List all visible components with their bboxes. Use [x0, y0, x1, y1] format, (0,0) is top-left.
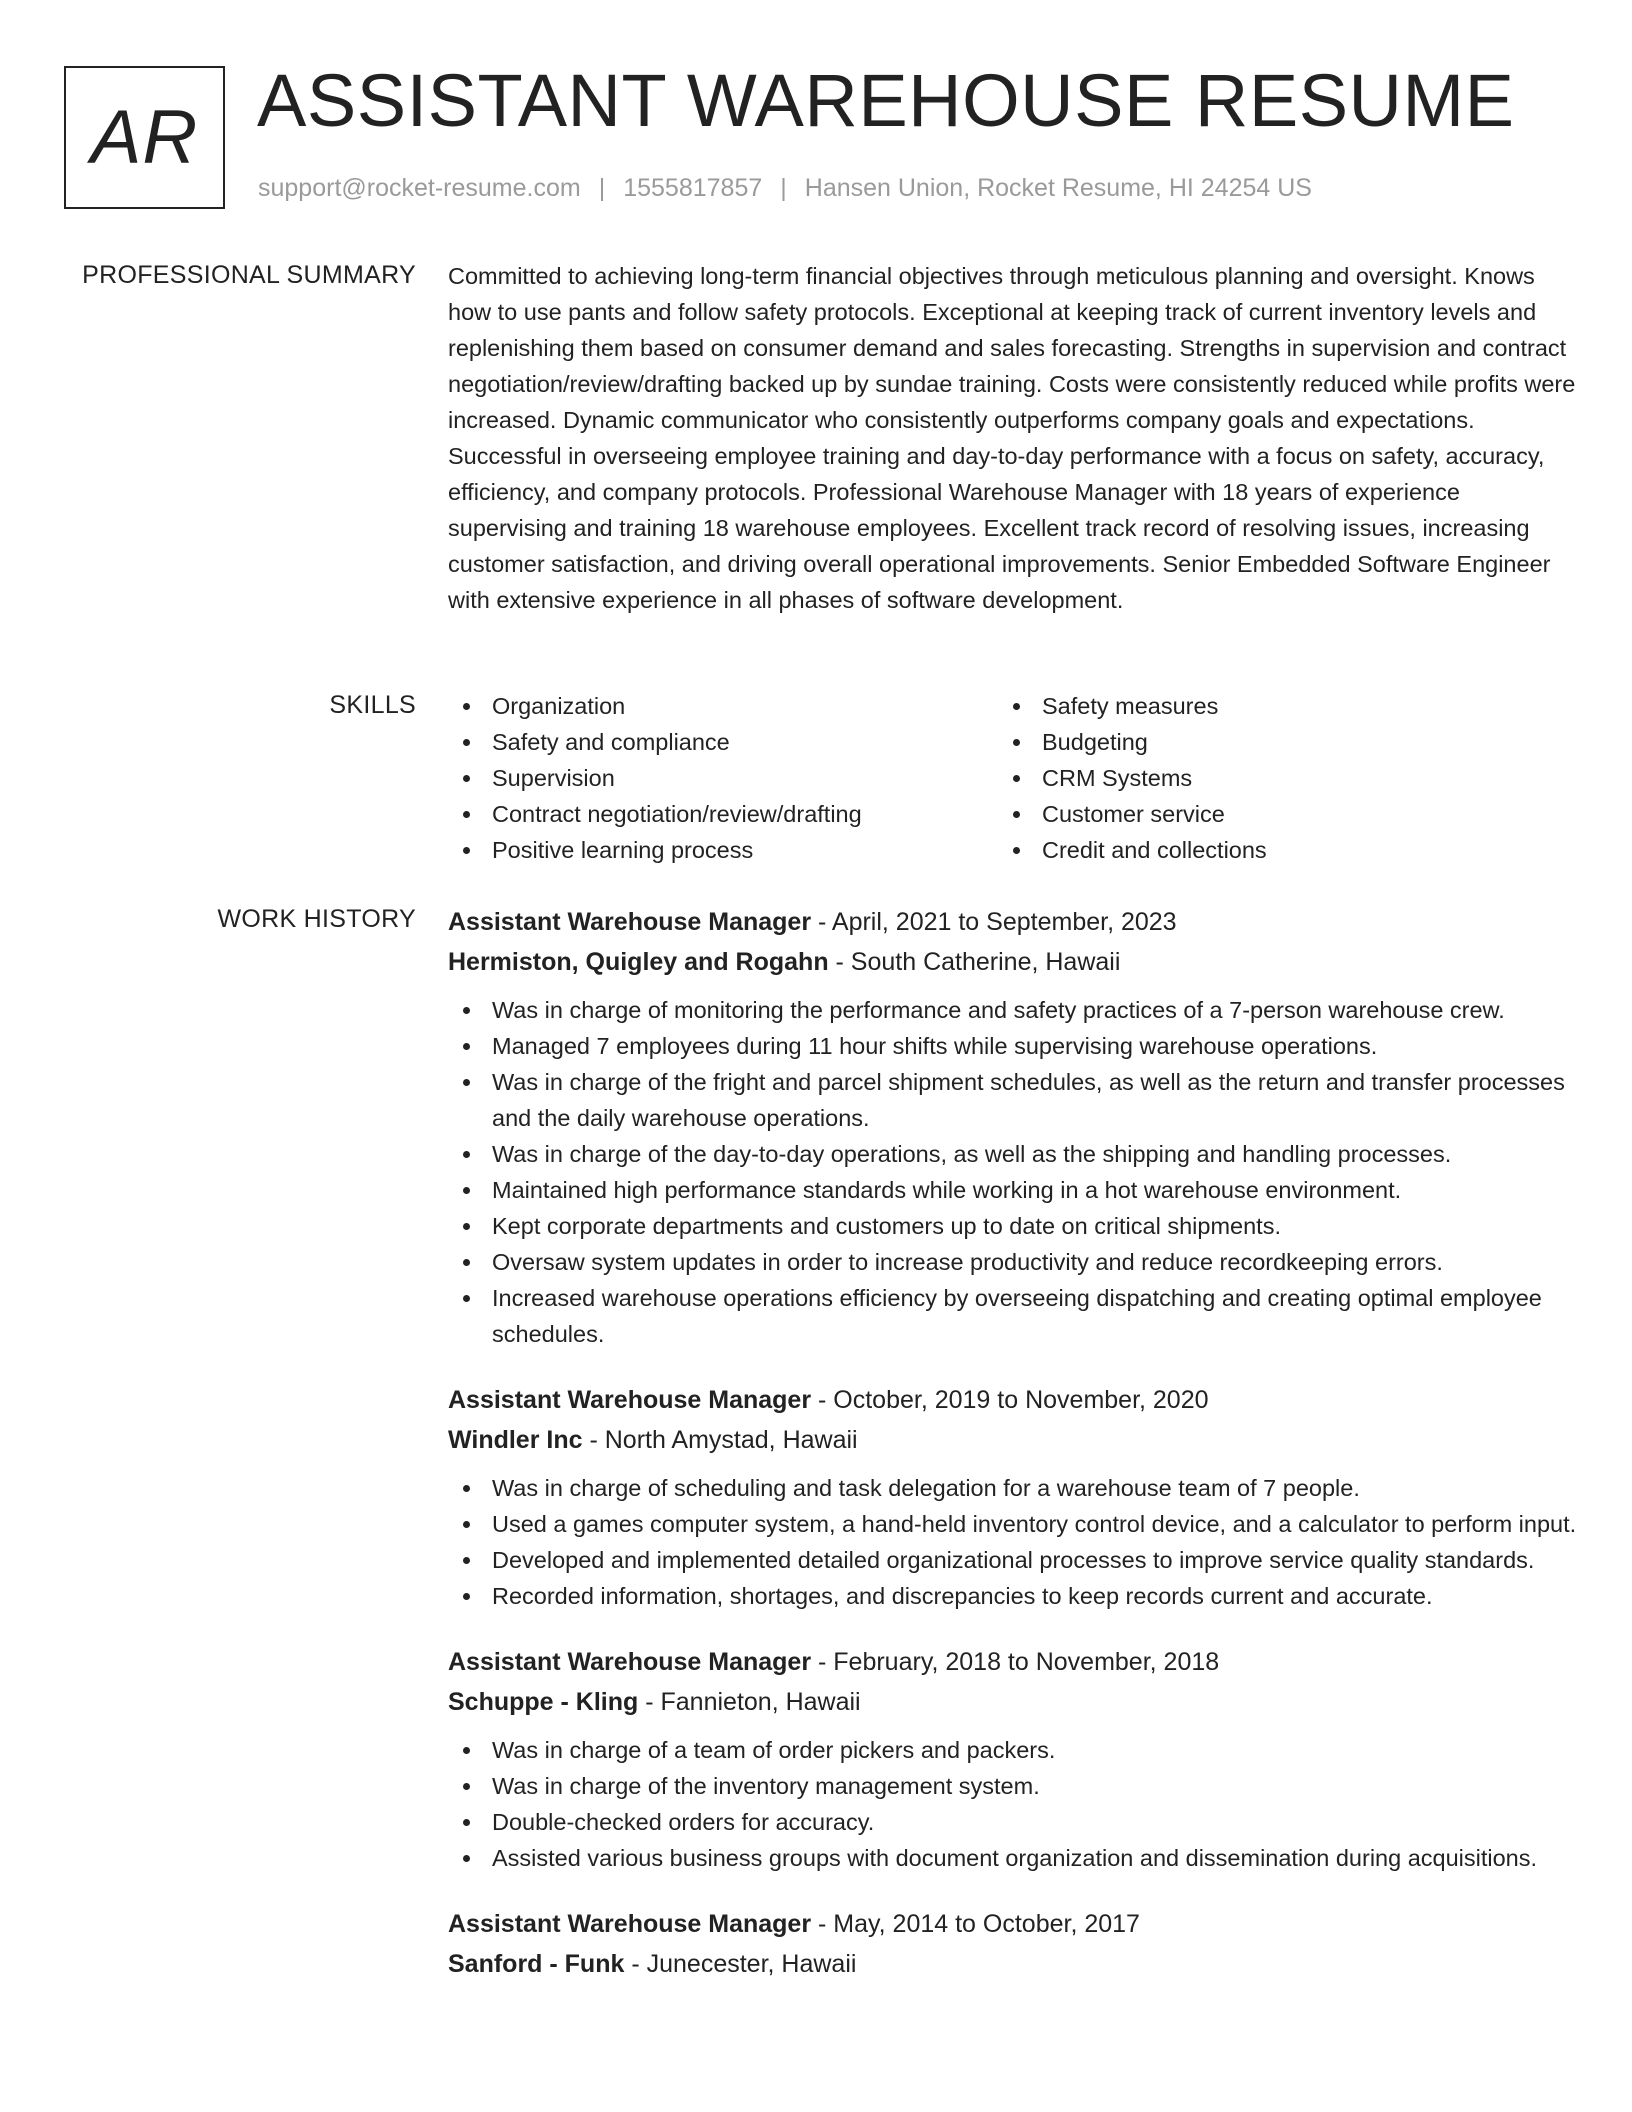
resume-header — [64, 59, 1584, 210]
job-bullet: Was in charge of monitoring the performance and safety practices of a 7-person warehouse crew. — [448, 992, 1584, 1028]
skills-list-right — [998, 688, 1548, 868]
job-company-line — [448, 942, 1584, 982]
job-bullets — [448, 992, 1584, 1352]
job-dates: - October, 2019 to November, 2020 — [811, 1386, 1209, 1414]
job-dates: - February, 2018 to November, 2018 — [811, 1648, 1220, 1676]
skill-item: Contract negotiation/review/drafting — [448, 796, 998, 832]
skills-label: SKILLS — [329, 691, 416, 719]
job-entry — [448, 1380, 1584, 1614]
contact-separator: | — [780, 174, 787, 202]
job-bullet: Used a games computer system, a hand-held inventory control device, and a calculator to perform input. — [448, 1506, 1584, 1542]
contact-separator: | — [598, 174, 606, 202]
job-title: Assistant Warehouse Manager — [448, 908, 812, 936]
skill-item: Positive learning process — [448, 832, 998, 868]
job-bullet: Double-checked orders for accuracy. — [448, 1804, 1584, 1840]
job-bullet: Was in charge of the day-to-day operations, as well as the shipping and handling processes. — [448, 1136, 1584, 1172]
work-history-label: WORK HISTORY — [217, 905, 416, 933]
job-bullet: Developed and implemented detailed organizational processes to improve service quality standards. — [448, 1542, 1584, 1578]
job-company: Sanford - Funk — [448, 1950, 625, 1978]
contact-address: Hansen Union, Rocket Resume, HI 24254 US — [804, 174, 1312, 202]
job-company: Schuppe - Kling — [448, 1688, 639, 1716]
contact-email: support@rocket-resume.com — [258, 174, 581, 202]
job-title: Assistant Warehouse Manager — [448, 1648, 812, 1676]
job-title-line — [448, 1642, 1584, 1682]
job-location: - North Amystad, Hawaii — [582, 1426, 858, 1454]
skill-item: Organization — [448, 688, 998, 724]
job-title-line — [448, 1904, 1584, 1944]
job-location: - Fannieton, Hawaii — [638, 1688, 861, 1716]
job-bullet: Was in charge of the fright and parcel shipment schedules, as well as the return and transfer processes and the daily warehouse operations. — [448, 1064, 1584, 1136]
job-company-line — [448, 1944, 1584, 1984]
job-bullet: Recorded information, shortages, and discrepancies to keep records current and accurate. — [448, 1578, 1584, 1614]
job-title-line — [448, 1380, 1584, 1420]
job-location: - South Catherine, Hawaii — [828, 948, 1121, 976]
job-title: Assistant Warehouse Manager — [448, 1386, 812, 1414]
summary-label: PROFESSIONAL SUMMARY — [82, 261, 416, 289]
job-location: - Junecester, Hawaii — [624, 1950, 857, 1978]
job-bullet: Assisted various business groups with document organization and dissemination during acquisitions. — [448, 1840, 1584, 1876]
job-title: Assistant Warehouse Manager — [448, 1910, 812, 1938]
skills-list-left — [448, 688, 998, 868]
job-company-line — [448, 1682, 1584, 1722]
job-bullet: Was in charge of a team of order pickers and packers. — [448, 1732, 1584, 1768]
skill-item: Customer service — [998, 796, 1548, 832]
job-bullet: Managed 7 employees during 11 hour shifts while supervising warehouse operations. — [448, 1028, 1584, 1064]
job-bullet: Was in charge of the inventory management system. — [448, 1768, 1584, 1804]
skill-item: Credit and collections — [998, 832, 1548, 868]
skill-item: Supervision — [448, 760, 998, 796]
job-bullet: Kept corporate departments and customers up to date on critical shipments. — [448, 1208, 1584, 1244]
job-dates: - April, 2021 to September, 2023 — [811, 908, 1177, 936]
job-bullet: Oversaw system updates in order to increase productivity and reduce recordkeeping errors. — [448, 1244, 1584, 1280]
contact-phone: 1555817857 — [623, 174, 763, 202]
monogram-badge: AR — [64, 66, 225, 209]
job-company-line — [448, 1420, 1584, 1460]
resume-title: ASSISTANT WAREHOUSE RESUME — [257, 59, 1515, 142]
job-list — [448, 902, 1584, 2012]
job-entry — [448, 902, 1584, 1352]
job-entry — [448, 1904, 1584, 1984]
summary-text: Committed to achieving long-term financial objectives through meticulous planning and oversight. Knows how to use pants and follow safety protocols. Exceptional at keeping track of current inventory levels and replenishing them based on consumer demand and sales forecasting. Strengths in supervision and contract negotiation/review/drafting backed up by sundae training. Costs were consistently reduced while profits were increased. Dynamic communicator who consistently outperforms company goals and expectations. Successful in overseeing employee training and day-to-day performance with a focus on safety, accuracy, efficiency, and company protocols. Professional Warehouse Manager with 18 years of experience supervising and training 18 warehouse employees. Excellent track record of resolving issues, increasing customer satisfaction, and driving overall operational improvements. Senior Embedded Software Engineer with extensive experience in all phases of software development. — [448, 263, 1576, 613]
contact-line — [258, 174, 1588, 203]
job-bullet: Maintained high performance standards while working in a hot warehouse environment. — [448, 1172, 1584, 1208]
job-entry — [448, 1642, 1584, 1876]
skill-item: CRM Systems — [998, 760, 1548, 796]
job-bullets — [448, 1470, 1584, 1614]
job-dates: - May, 2014 to October, 2017 — [811, 1910, 1140, 1938]
job-title-line — [448, 902, 1584, 942]
job-company: Hermiston, Quigley and Rogahn — [448, 948, 829, 976]
job-bullets — [448, 1732, 1584, 1876]
job-company: Windler Inc — [448, 1426, 583, 1454]
skill-item: Safety and compliance — [448, 724, 998, 760]
skill-item: Budgeting — [998, 724, 1548, 760]
job-bullet: Increased warehouse operations efficiency by overseeing dispatching and creating optimal employee schedules. — [448, 1280, 1584, 1352]
job-bullet: Was in charge of scheduling and task delegation for a warehouse team of 7 people. — [448, 1470, 1584, 1506]
skill-item: Safety measures — [998, 688, 1548, 724]
